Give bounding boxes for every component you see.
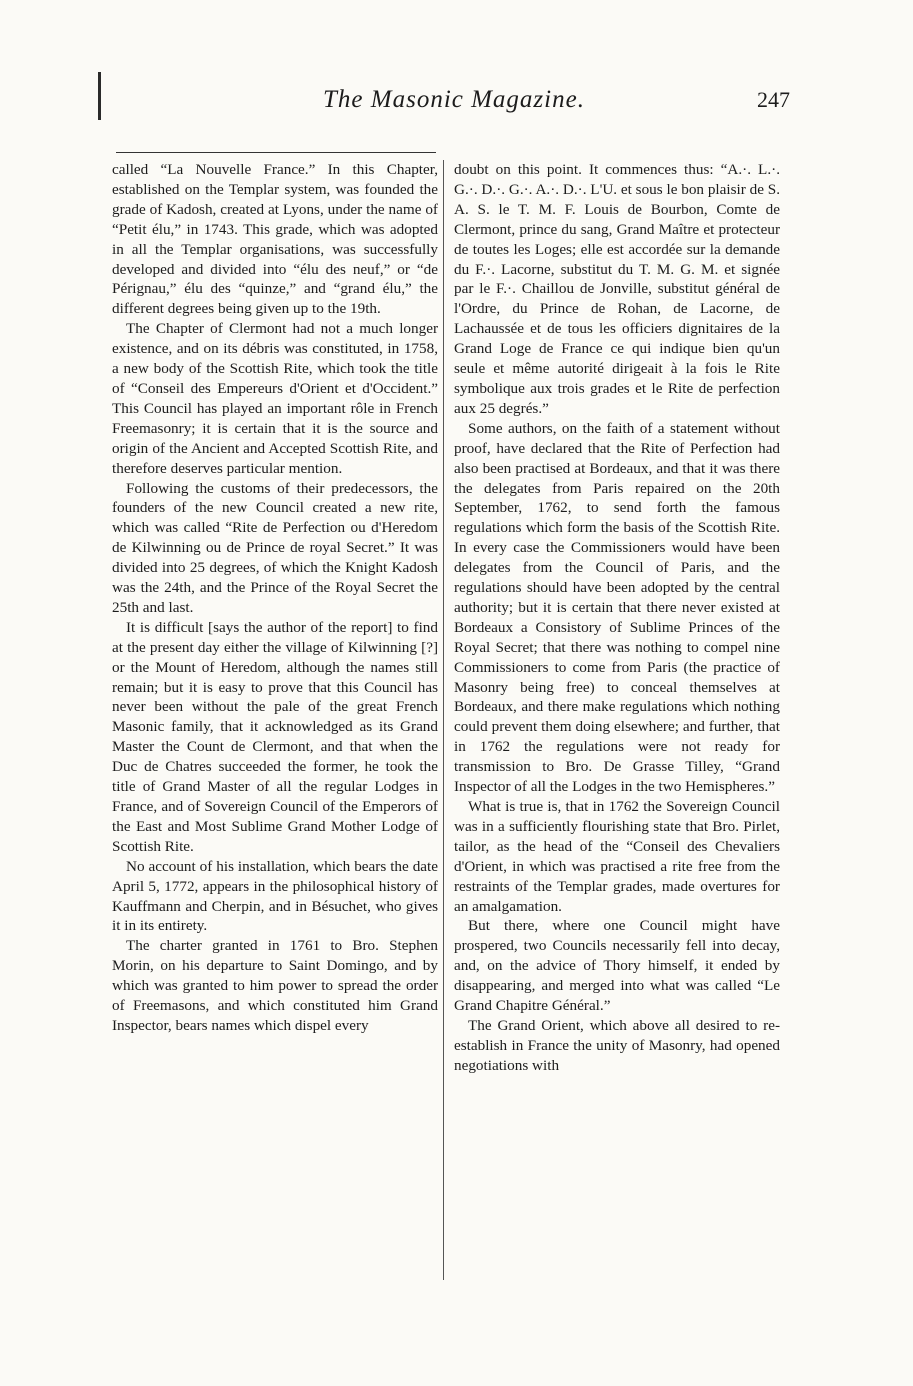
paragraph: called “La Nouvelle France.” In this Chapter, established on the Templar system, was founded the grade of Kadosh, created at Lyons, under the name of “Petit élu,” in 1743. This grade, which was adopted in all the Templar organisations, was successfully developed and divided into “élu des neuf,” or “de Pérignau,” élu des “quinze,” and “grand élu,” the different degrees being given up to the 19th. bbox=[112, 161, 438, 318]
paragraph: The Chapter of Clermont had not a much longer existence, and on its débris was constituted, in 1758, a new body of the Scottish Rite, which took the title of “Conseil des Empereurs d'Orient et d'Occident.” This Council has played an important rôle in French Freemasonry; it is certain that it is the source and origin of the Ancient and Accepted Scottish Rite, and therefore deserves particular mention. bbox=[112, 320, 438, 477]
page-number: 247 bbox=[757, 87, 790, 112]
paragraph: But there, where one Council might have prospered, two Councils necessarily fell into decay, and, on the advice of Thory himself, it ended by disappearing, and merged into what was called “Le Grand Chapitre Général.” bbox=[454, 917, 780, 1015]
paragraph: Following the customs of their predecessors, the founders of the new Council created a new rite, which was called “Rite de Perfection ou d'Heredom de Kilwinning ou de Prince de royal Secret.” It was divided into 25 degrees, of which the Knight Kadosh was the 24th, and the Prince of the Royal Secret the 25th and last. bbox=[112, 479, 438, 616]
header-rule bbox=[116, 152, 436, 153]
paragraph: It is difficult [says the author of the report] to find at the present day either the village of Kilwinning [?] or the Mount of Heredom, although the names still remain; but it is easy to prove that this Council has never been without the pale of the great French Masonic family, that it acknowledged as its Grand Master the Count de Clermont, and that when the Duc de Chatres succeeded the former, he took the title of Grand Master of all the regular Lodges in France, and of Sovereign Council of the Emperors of the East and Most Sublime Grand Mother Lodge of Scottish Rite. bbox=[112, 618, 438, 855]
paragraph: Some authors, on the faith of a statement without proof, have declared that the Rite of Perfection had also been practised at Bordeaux, and that it was there the delegates from Paris repaired on the 20th September, 1762, to send forth the famous regulations which form the basis of the Scottish Rite. In every case the Commissioners would have been delegates from the Council of Paris, and the regulations should have been adopted by the central authority; but it is certain that there never existed at Bordeaux a Consistory of Sublime Princes of the Royal Secret; that there was nothing to compel nine Commissioners to come from Paris (the practice of Masonry being free) to conceal themselves at Bordeaux, and there make regulations which nothing could prevent them doing elsewhere; and further, that in 1762 the regulations were not ready for transmission to Bro. De Grasse Tilley, “Grand Inspector of all the Lodges in the two Hemispheres.” bbox=[454, 419, 780, 796]
margin-mark bbox=[98, 72, 101, 120]
paragraph: The Grand Orient, which above all desired to re-establish in France the unity of Masonry, had opened negotiations with bbox=[454, 1016, 780, 1074]
left-column bbox=[112, 160, 438, 1036]
running-head bbox=[118, 86, 790, 116]
paragraph: doubt on this point. It commences thus: “A.·. L.·. G.·. D.·. G.·. A.·. D.·. L'U. et sous le bon plaisir de S. A. S. le T. M. F. Louis de Bourbon, Comte de Clermont, prince du sang, Grand Maître et protecteur de toutes les Loges; elle est accordée sur la demande du F.·. Lacorne, substitut du T. M. G. M. et signée par le F.·. Chaillou de Jonville, substitut général de l'Ordre, du Prince de Rohan, de Lacorne, de Lachaussée et de tous les officiers dignitaires de la Grand Loge de France ce qui indique bien qu'un seule et même autorité dirigeait à la fois le Rite symbolique aux trois grades et le Rite de perfection aux 25 degrés.” bbox=[454, 161, 780, 417]
paragraph: The charter granted in 1761 to Bro. Stephen Morin, on his departure to Saint Domingo, and by which was granted to him power to spread the order of Freemasons, and which constituted him Grand Inspector, bears names which dispel every bbox=[112, 937, 438, 1034]
paragraph: No account of his installation, which bears the date April 5, 1772, appears in the philosophical history of Kauffmann and Cherpin, and in Bésuchet, who gives it in its entirety. bbox=[112, 857, 438, 935]
journal-title: The Masonic Magazine. bbox=[323, 86, 585, 113]
paragraph: What is true is, that in 1762 the Sovereign Council was in a sufficiently flourishing state that Bro. Pirlet, tailor, as the head of the “Conseil des Chevaliers d'Orient, in which was practised a rite free from the restraints of the Templar grades, made overtures for an amalgamation. bbox=[454, 798, 780, 915]
column-divider bbox=[443, 160, 444, 1280]
right-column bbox=[454, 160, 780, 1076]
